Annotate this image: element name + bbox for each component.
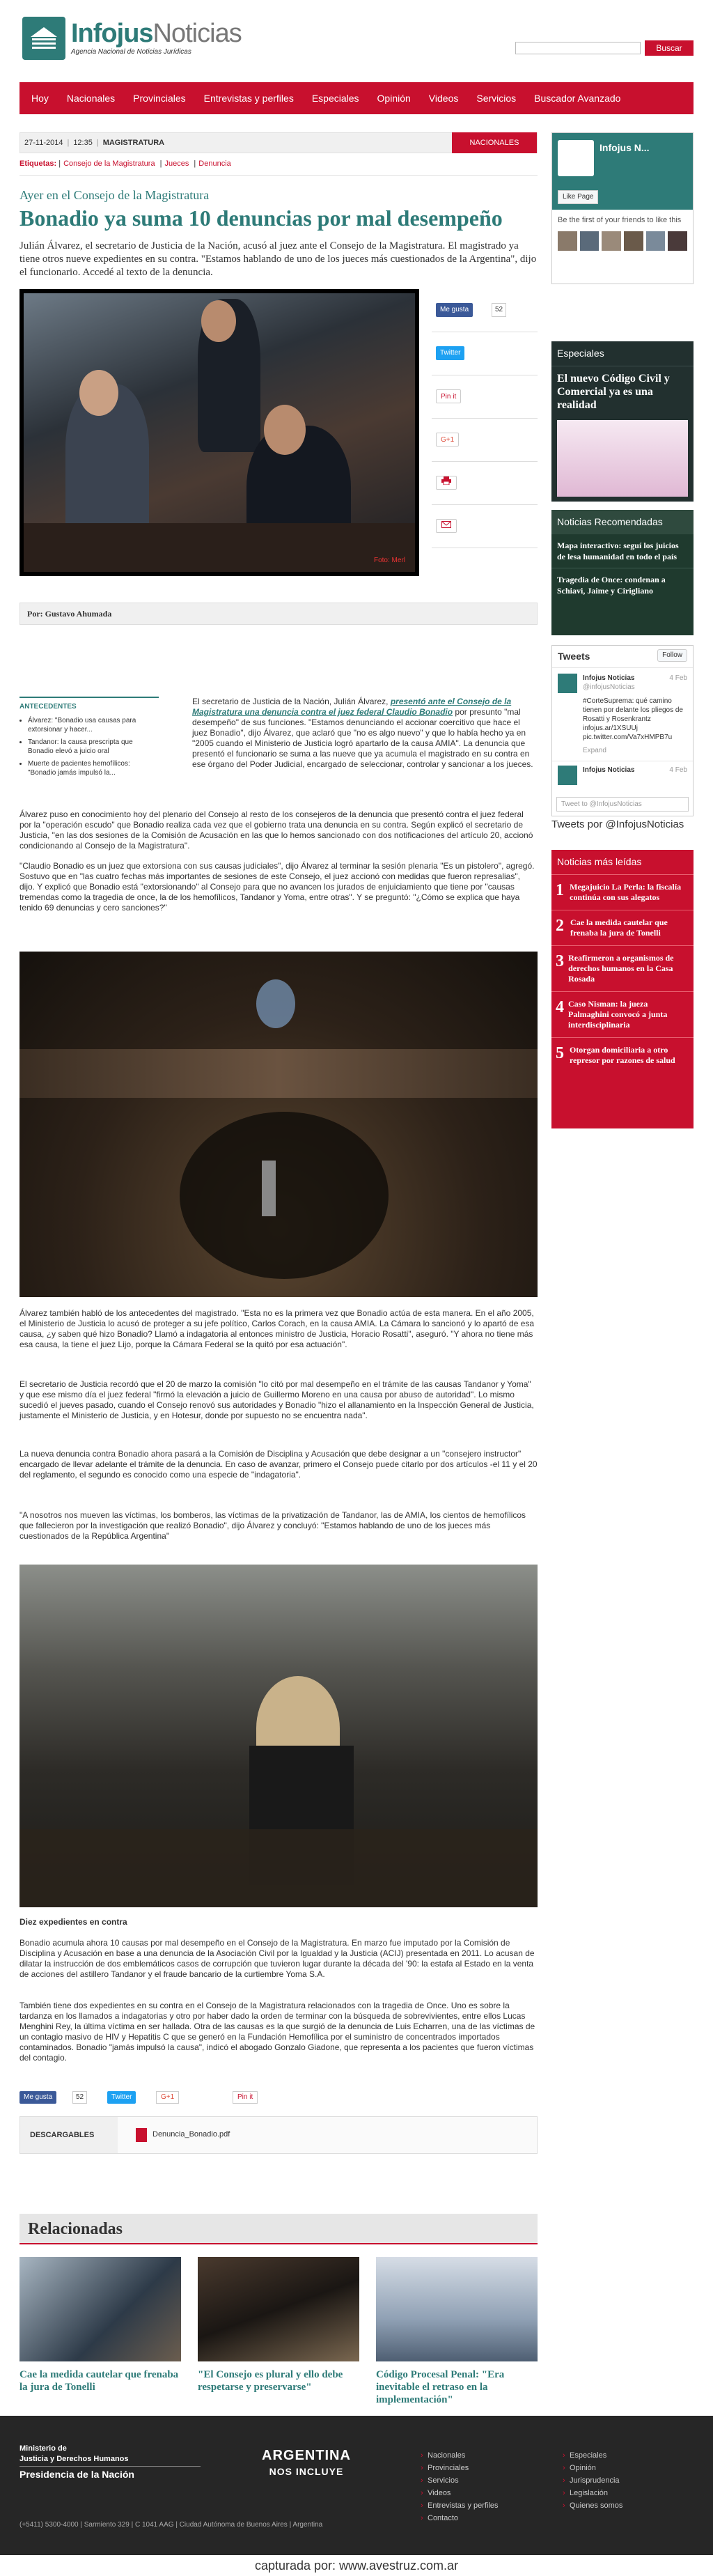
follow-button[interactable]: Follow [657, 649, 687, 662]
ministry-logo[interactable] [19, 2444, 201, 2481]
especiales-box [551, 341, 694, 502]
mas-leidas-box [551, 850, 694, 1128]
facebook-like-button[interactable]: Me gusta [436, 303, 473, 317]
main-photo[interactable] [19, 289, 419, 576]
tweet-text: #CorteSuprema: qué camino tienen por delante los pliegos de Rosatti y Rosenkrantz infojus.ar/1XSUUj pic.twitter.com/Va7xHMPB7u [583, 697, 683, 741]
article-section: MAGISTRATURA [102, 138, 165, 147]
ministry-line-2: Justicia y Derechos Humanos [19, 2454, 129, 2463]
tags-label: Etiquetas: [19, 160, 57, 168]
search-input[interactable] [515, 42, 641, 54]
fb-avatar [558, 140, 594, 176]
footer-link[interactable]: › Nacionales [421, 2449, 532, 2462]
downloads-box [19, 2116, 538, 2154]
footer-link[interactable]: › Jurisprudencia [563, 2474, 674, 2487]
antecedentes-title: ANTECEDENTES [19, 703, 77, 711]
mas-leida-title[interactable]: Caso Nisman: la jueza Palmaghini convocó a junta interdisciplinaria [568, 998, 668, 1030]
pinterest-button[interactable]: Pin it [436, 389, 461, 403]
mas-leida-title[interactable]: Reafirmeron a organismos de derechos humanos en la Casa Rosada [568, 952, 674, 984]
tag-link[interactable]: Consejo de la Magistratura [63, 160, 155, 168]
site-footer [0, 2416, 713, 2555]
intro-text-b: por presunto "mal desempeño" de sus funciones. "Estamos denunciando el accionar coercitivo que hace el juez Bonadio", dijo Álvarez, que aclaró que "no es algo nuevo" y que lo había hecho ya en "2005 cuando el Ministerio de Justicia logró apartarlo de la causa AMIA". La denuncia que presentó el funcionario se suma a las nueve que ya acumula el magistrado en su contra en ese órgano del Poder Judicial, encargado de seleccionar, controlar y sancionar a los jueces. [192, 707, 533, 769]
ministry-line-1: Ministerio de [19, 2444, 67, 2453]
twitter-button[interactable]: Twitter [107, 2091, 136, 2104]
session-photo-2[interactable] [19, 1565, 538, 1907]
fb-page-name[interactable]: Infojus N... [600, 142, 650, 153]
paragraph: Álvarez también habló de los antecedentes del magistrado. "Esta no es la primera vez que Bonadio actúa de esta manera. En el año 2005, el Ministerio de Justicia lo acusó de proteger a su jefe político, Carlos Corach, en la causa AMIA. La Cámara lo sancionó y lo apartó de esa causa, ¿y saben qué hizo Bonadio? Llamó a indagatoria al entonces ministro de Justicia, Horacio Rosatti", aseguró. "Y ahora no tiene más esa causa, la tiene el juez Lijo, porque la Cámara Federal se la quitó por esa actuación". [19, 1308, 535, 1349]
tweets-by-link[interactable]: Tweets por @InfojusNoticias [551, 818, 684, 830]
footer-link[interactable]: › Especiales [563, 2449, 674, 2462]
gplus-button[interactable]: G+1 [436, 433, 459, 447]
antecedente-link[interactable]: • Muerte de pacientes hemofílicos: "Bonadio jamás impulsó la... [28, 759, 159, 778]
especiales-head: Especiales [551, 341, 694, 366]
footer-link[interactable]: › Videos [421, 2487, 532, 2499]
mas-leidas-head: Noticias más leídas [551, 850, 694, 875]
nav-item-provinciales[interactable]: Provinciales [133, 93, 186, 104]
mas-leida-title[interactable]: Otorgan domiciliaria a otro represor por razones de salud [569, 1044, 675, 1065]
site-header [19, 0, 694, 82]
facebook-widget [551, 132, 694, 284]
paragraph: El secretario de Justicia recordó que el 20 de marzo la comisión "lo citó por mal desempeño en el trámite de las causas Tandanor y Yoma" y que ese mismo día el juez federal "firmó la elevación a juicio de Guillermo Moreno en una causa por abuso de autoridad". Lo mismo sucedió el jueves pasado, cuando el Consejo renovó sus autoridades y Bonadio "hizo el allanamiento en la Inspección General de Justicia, justamente el Ministerio de Justicia, y en Hotesur, donde por supuesto no se encuentra nada". [19, 1379, 534, 1420]
tweet-avatar [558, 674, 577, 693]
footer-link[interactable]: › Legislación [563, 2487, 674, 2499]
especiales-title[interactable]: El nuevo Código Civil y Comercial ya es una realidad [557, 372, 670, 411]
mas-leida-item[interactable]: 3 Reafirmeron a organismos de derechos humanos en la Casa Rosada [551, 946, 694, 992]
related-section [19, 2214, 538, 2405]
tweet-author[interactable]: Infojus Noticias [583, 674, 635, 682]
paragraph: "A nosotros nos mueven las víctimas, los bomberos, las víctimas de la privatización de Tandanor, las de AMIA, los cientos de hemofílicos que fallecieron por la investigación que realizó Bonadio", dijo Álvarez y concluyó: "Estamos hablando de uno de los jueces más cuestionados de la República Argentina" [19, 1510, 526, 1541]
footer-links-1 [421, 2449, 532, 2524]
article-title: Bonadio ya suma 10 denuncias por mal desempeño [19, 205, 503, 231]
paragraph: "Claudio Bonadio es un juez que extorsiona con sus causas judiciales", dijo Álvarez al terminar la sesión plenaria "Es un pistolero", agregó. Sostuvo que en "las cuatro fechas más importantes de sesiones de este Consejo, el juez accionó con medidas que fueron represalias", dijo. Y explicó que Bonadio está "extorsionando" al Consejo para que no avancen los jurados de enjuiciamiento que tiene por "causas tremendas como la tragedia de once, la de los hemofílicos, Tandanor y Yoma, entre otras". Y se preguntó: "¿Cómo se explica que haya tenido 69 denuncias y cero sanciones?" [19, 861, 535, 913]
fb-like-page-button[interactable]: Like Page [558, 190, 598, 204]
mas-leida-item[interactable]: 4 Caso Nisman: la jueza Palmaghini convocó a junta interdisciplinaria [551, 992, 694, 1038]
tags-bar: Etiquetas: | Consejo de la Magistratura | Jueces | Denuncia [19, 159, 538, 176]
fb-faces [552, 231, 693, 251]
antecedente-link[interactable]: • Álvarez: "Bonadio usa causas para extorsionar y hacer... [28, 716, 159, 735]
tweet-to-input[interactable]: Tweet to @InfojusNoticias [556, 797, 689, 812]
ministry-line-3: Presidencia de la Nación [19, 2466, 201, 2481]
paragraph: Álvarez puso en conocimiento hoy del plenario del Consejo al resto de los consejeros de la denuncia que presentó contra el juez federal por la "operación escudo" que Bonadio realiza cada vez que el gobierno trata una denuncia en su contra. Según explicó el secretario de Justicia, "en las dos sesiones de la Comisión de Acusación en las que lo hemos sancionado con dos notificaciones del artículo 20, accionó condicionando al Consejo de la Magistratura". [19, 809, 533, 851]
email-icon[interactable] [436, 519, 457, 533]
especiales-image[interactable] [557, 420, 688, 497]
footer-link[interactable]: › Provinciales [421, 2462, 532, 2474]
tweet-avatar [558, 766, 577, 785]
related-item[interactable] [198, 2257, 359, 2393]
footer-links-2 [563, 2449, 674, 2512]
article-kicker: Ayer en el Consejo de la Magistratura [19, 187, 210, 202]
nav-item-servicios[interactable]: Servicios [476, 93, 517, 104]
related-thumb[interactable] [19, 2257, 181, 2361]
pinterest-button[interactable]: Pin it [233, 2091, 258, 2104]
paragraph: La nueva denuncia contra Bonadio ahora pasará a la Comisión de Disciplina y Acusación que debe designar a un "consejero instructor" encargado de llevar adelante el trámite de la denuncia. En caso de avanzar, primero el Consejo puede citarlo por dos artículos -el 11 y el 20 del reglamento, el segundo es conocido como una especie de "indagatoria". [19, 1449, 538, 1480]
facebook-like-count: 52 [492, 303, 506, 317]
tweet [552, 761, 693, 779]
twitter-button[interactable]: Twitter [436, 346, 464, 360]
footer-link[interactable]: › Entrevistas y perfiles [421, 2499, 532, 2512]
mas-leida-title[interactable]: Megajuicio La Perla: la fiscalía continúa con sus alegatos [570, 881, 682, 902]
capture-credit: capturada por: www.avestruz.com.ar [0, 2555, 713, 2576]
twitter-widget [551, 645, 694, 816]
recomendadas-head: Noticias Recomendadas [551, 510, 694, 534]
recomendadas-box [551, 510, 694, 635]
tweet-handle: @infojusNoticias [583, 683, 635, 692]
pdf-icon [136, 2128, 147, 2142]
logo-sub: Noticias [152, 19, 242, 49]
tag-link[interactable]: Jueces [164, 160, 189, 168]
search-button[interactable]: Buscar [645, 40, 694, 56]
paragraph: También tiene dos expedientes en su contra en el Consejo de la Magistratura relacionados con la tragedia de Once. Uno es sobre la tardanza en los llamados a indagatorias y otro por haber dado la orden de terminar con la búsqueda de sobrevivientes, entre ellos Lucas Menghini Rey, la última víctima en ser hallada. Otra de las causas es la que surgió de la denuncia de Luis Echarren, una de las víctimas de un contagio masivo de HIV y Hepatitis C que se generó en la Fundación Hemofílica por el suministro de concentrados importados contaminados. Bonadio "jamás impulsó la causa", indicó el abogado Gonzalo Giadone, que representa a los pacientes que fueron víctimas del contagio. [19, 2001, 535, 2063]
mas-leida-item[interactable]: 5 Otorgan domiciliaria a otro represor por razones de salud [551, 1038, 694, 1073]
fb-cover [552, 133, 693, 210]
tweet-author[interactable]: Infojus Noticias [583, 766, 635, 775]
related-headline[interactable]: Código Procesal Penal: "Era inevitable el retraso en la implementación" [376, 2369, 505, 2405]
related-title: Relacionadas [19, 2214, 538, 2244]
intro-text-a: El secretario de Justicia de la Nación, Julián Álvarez, [192, 697, 391, 706]
bottom-share-bar [19, 2090, 538, 2106]
nos-incluye-text: NOS INCLUYE [269, 2466, 344, 2477]
tweets-title: Tweets [558, 651, 590, 662]
print-icon[interactable] [436, 476, 457, 490]
related-thumb[interactable] [198, 2257, 359, 2361]
article-lead: Julián Álvarez, el secretario de Justicia de la Nación, acusó al juez ante el Consejo de la Magistratura. El magistrado ya tiene otros nueve expedientes en su contra. "Estamos hablando de uno de los jueces más cuestionados de la Argentina", dijo el funcionario. Accedé al texto de la denuncia. [19, 240, 537, 279]
facebook-like-count: 52 [72, 2091, 87, 2104]
antecedente-link[interactable]: • Tandanor: la causa prescripta que Bonadio elevó a juicio oral [28, 738, 159, 756]
photo-credit: Foto: Merl [373, 556, 405, 564]
article-column [19, 132, 538, 625]
nav-item-hoy[interactable]: Hoy [31, 93, 49, 104]
related-headline[interactable]: "El Consejo es plural y ello debe respetarse y preservarse" [198, 2369, 343, 2393]
share-panel [432, 289, 538, 548]
tweets-head [552, 646, 693, 668]
section-badge[interactable]: NACIONALES [452, 132, 537, 153]
recomendada-link[interactable]: Mapa interactivo: seguí los juicios de lesa humanidad en todo el país [551, 534, 694, 568]
denuncia-link[interactable]: presentó ante el Consejo de la Magistratura una denuncia contra el juez federal Claudio Bonadio [192, 697, 512, 717]
footer-link[interactable]: › Opinión [563, 2462, 674, 2474]
subhead: Diez expedientes en contra [19, 1917, 127, 1927]
logo-main: Infojus [71, 19, 153, 49]
site-logo[interactable] [22, 17, 242, 60]
session-photo-1[interactable] [19, 952, 538, 1297]
related-headline[interactable]: Cae la medida cautelar que frenaba la jura de Tonelli [19, 2369, 179, 2393]
gplus-button[interactable]: G+1 [156, 2091, 179, 2104]
footer-address: (+5411) 5300-4000 | Sarmiento 329 | C 1041 AAG | Ciudad Autónoma de Buenos Aires | Argentina [19, 2521, 323, 2529]
related-item[interactable] [19, 2257, 181, 2393]
main-nav [19, 82, 694, 114]
nav-item-opinion[interactable]: Opinión [377, 93, 411, 104]
mas-leida-item[interactable]: 1 Megajuicio La Perla: la fiscalía continúa con sus alegatos [551, 875, 694, 910]
argentina-text: ARGENTINA [262, 2448, 351, 2463]
nav-item-especiales[interactable]: Especiales [311, 93, 359, 104]
download-file-link[interactable]: Denuncia_Bonadio.pdf [152, 2130, 230, 2139]
article-time: 12:35 [73, 138, 93, 147]
related-item[interactable] [376, 2257, 538, 2406]
media-row [19, 289, 538, 596]
tweet-expand[interactable]: Expand [583, 746, 606, 754]
footer-link[interactable]: › Quienes somos [563, 2499, 674, 2512]
facebook-like-button[interactable]: Me gusta [19, 2091, 56, 2104]
logo-tagline: Agencia Nacional de Noticias Jurídicas [71, 48, 191, 56]
recomendada-link[interactable]: Tragedia de Once: condenan a Schiavi, Jaime y Cirigliano [557, 575, 666, 596]
tag-link[interactable]: Denuncia [198, 160, 231, 168]
footer-link[interactable]: › Contacto [421, 2512, 532, 2524]
tweet-date: 4 Feb [669, 674, 687, 682]
fb-friends-text: Be the first of your friends to like this [558, 216, 682, 224]
nav-item-entrevistas[interactable]: Entrevistas y perfiles [203, 93, 294, 104]
downloads-label: DESCARGABLES [20, 2117, 118, 2153]
mas-leida-item[interactable]: 2 Cae la medida cautelar que frenaba la jura de Tonelli [551, 910, 694, 946]
article-intro [192, 697, 538, 770]
footer-link[interactable]: › Servicios [421, 2474, 532, 2487]
argentina-logo [251, 2446, 362, 2478]
article-byline: Por: Gustavo Ahumada [19, 603, 538, 625]
nav-item-nacionales[interactable]: Nacionales [66, 93, 116, 104]
mas-leida-title[interactable]: Cae la medida cautelar que frenaba la jura de Tonelli [570, 917, 668, 938]
paragraph: Bonadio acumula ahora 10 causas por mal desempeño en el Consejo de la Magistratura. En marzo fue imputado por la Comisión de Disciplina y Acusación en base a una denuncia de la Asociación Civil por la Igualdad y la Justicia (ACIJ) presentada en 2011. Lo acusan de dilatar la instrucción de dos emblemáticos casos de corrupción que tuvieron lugar durante la década del '90: la estafa al Estado en la venta de acciones del astillero Tandanor y el fraude bancario de la curtiembre Yoma S.A. [19, 1938, 535, 1979]
article-date: 27-11-2014 [24, 138, 63, 147]
article-meta-bar: 27-11-2014 | 12:35 | MAGISTRATURA NACIONALES [19, 132, 538, 153]
nav-item-buscador[interactable]: Buscador Avanzado [534, 93, 621, 104]
antecedentes-box [19, 697, 159, 781]
logo-mark-icon [22, 17, 65, 60]
tweet [552, 668, 693, 761]
tweet-date: 4 Feb [669, 766, 687, 775]
related-thumb[interactable] [376, 2257, 538, 2361]
nav-item-videos[interactable]: Videos [428, 93, 459, 104]
